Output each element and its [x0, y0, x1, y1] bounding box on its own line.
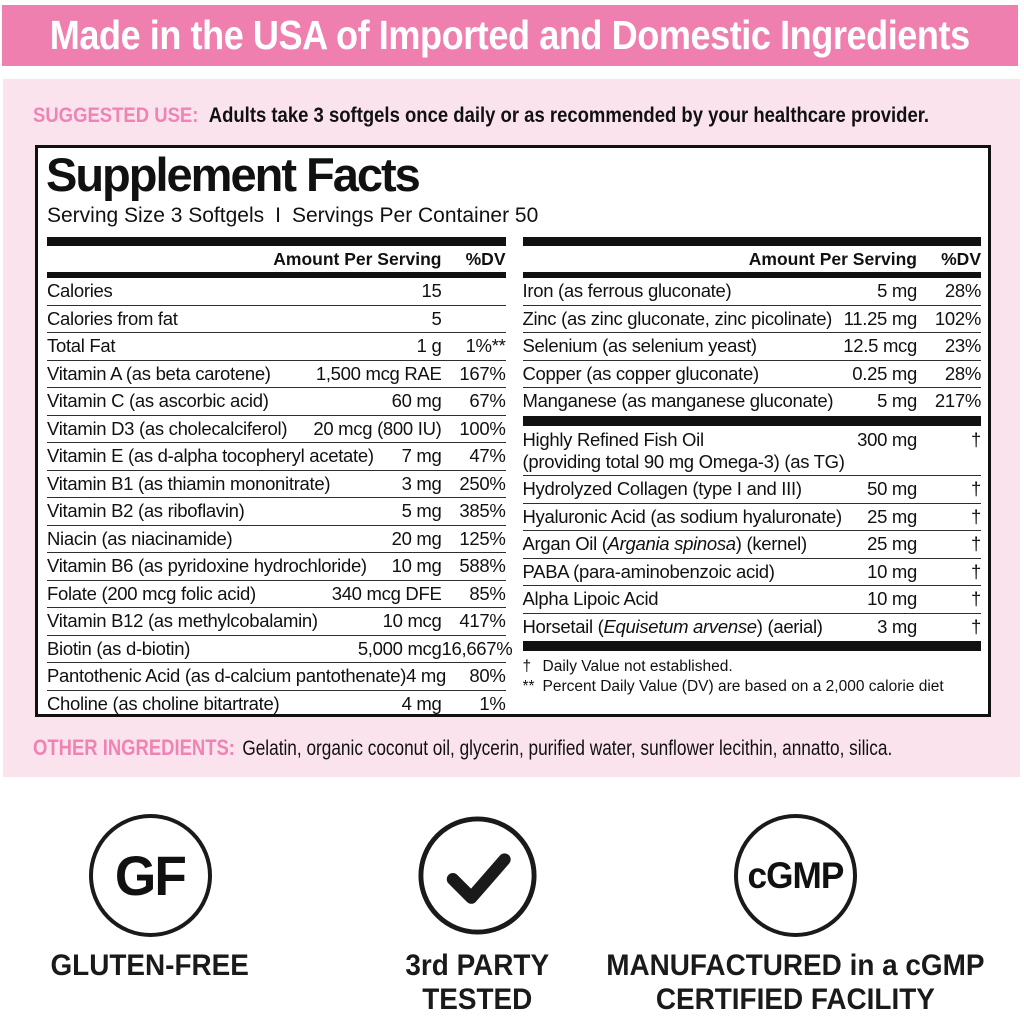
nutrient-row-line: [47, 555, 506, 577]
nutrient-row-line: [47, 308, 506, 330]
nutrient-amount: 340 mcg DFE: [331, 582, 442, 604]
banner-text: Made in the USA of Imported and Domestic Ingredients: [50, 12, 970, 58]
nutrient-amount: 50 mg: [867, 478, 917, 499]
footnote-line: [523, 657, 982, 677]
cgmp-icon-text: cGMP: [747, 854, 843, 896]
nutrient-name: Total Fat: [47, 335, 116, 356]
amount-header-label: Amount Per Serving: [748, 249, 917, 269]
nutrient-dv: 588%: [459, 555, 506, 576]
nutrient-name: Copper (as copper gluconate): [522, 362, 759, 384]
divider-bar-top: [47, 237, 506, 246]
third-party-tested-badge: [357, 814, 597, 1016]
nutrient-dv: †: [971, 478, 981, 499]
nutrient-row: [47, 497, 506, 525]
nutrient-row-line: [523, 533, 982, 555]
nutrient-row: [47, 662, 506, 690]
nutrient-amount: 10 mg: [867, 588, 917, 609]
nutrient-row-line: [523, 363, 982, 385]
nutrient-amount: 300 mg: [857, 428, 917, 450]
nutrient-name: Calories: [47, 280, 113, 301]
nutrient-row-line: [523, 616, 982, 638]
nutrient-dv: †: [971, 560, 981, 582]
nutrient-name: Alpha Lipoic Acid: [522, 588, 659, 609]
nutrient-amount: 5 mg: [877, 280, 917, 301]
nutrient-name-line2: (providing total 90 mg Omega-3) (as TG): [522, 450, 845, 472]
footnote-text: Daily Value not established.: [542, 658, 733, 675]
gf-icon-text: GF: [114, 844, 186, 907]
cgmp-icon: [734, 814, 857, 937]
nutrient-row: [523, 278, 982, 305]
nutrient-row-line: [47, 473, 506, 495]
servings-per-container: Servings Per Container 50: [291, 203, 539, 227]
nutrient-row: [47, 305, 506, 333]
nutrient-name: Vitamin B6 (as pyridoxine hydrochloride): [47, 555, 367, 576]
checkmark-icon: [416, 814, 539, 937]
nutrient-row-line: [47, 637, 513, 660]
nutrient-row: [47, 278, 506, 305]
nutrient-row: [47, 415, 506, 443]
nutrient-row: [47, 607, 506, 635]
nutrient-section: [523, 278, 982, 415]
facts-title: Supplement Facts: [46, 148, 419, 201]
nutrient-dv: †: [971, 505, 981, 527]
nutrient-row: [47, 332, 506, 360]
nutrient-row-line: [523, 280, 982, 302]
nutrient-dv: 102%: [934, 307, 981, 329]
footnote-text: Percent Daily Value (DV) are based on a 2,000 calorie diet: [542, 678, 944, 696]
nutrient-row-line: [47, 693, 506, 715]
nutrient-amount: 15: [421, 280, 442, 301]
nutrient-name: Vitamin B1 (as thiamin mononitrate): [47, 472, 331, 494]
nutrient-amount: 20 mg: [391, 527, 442, 549]
nutrient-name: Zinc (as zinc gluconate, zinc picolinate): [522, 307, 833, 329]
nutrient-name: Choline (as choline bitartrate): [47, 692, 280, 714]
suggested-use-line: [33, 103, 929, 128]
nutrient-row: [47, 635, 513, 663]
nutrient-row: [47, 470, 506, 498]
dv-header-label: %DV: [941, 249, 981, 269]
nutrient-row: [523, 360, 982, 388]
nutrient-dv: 85%: [469, 582, 506, 604]
nutrient-dv: 385%: [459, 500, 506, 521]
nutrient-dv: 80%: [469, 665, 506, 686]
nutrient-dv: 167%: [459, 362, 506, 384]
nutrient-row: [47, 525, 506, 553]
gluten-free-badge: [30, 814, 270, 983]
nutrient-row-line: [47, 335, 506, 357]
serving-size-line: [47, 204, 988, 228]
nutrient-row: [523, 585, 982, 613]
certification-badges: [0, 814, 1024, 1020]
nutrient-row: [523, 305, 982, 333]
nutrient-name: Niacin (as niacinamide): [47, 527, 233, 549]
nutrient-name: Vitamin E (as d-alpha tocopheryl acetate): [47, 445, 374, 466]
nutrient-name: Highly Refined Fish Oil: [522, 428, 704, 450]
nutrient-name: Iron (as ferrous gluconate): [522, 280, 732, 301]
nutrient-row-line: [523, 506, 982, 528]
nutrient-row-line: [47, 418, 506, 440]
suggested-use-text: Adults take 3 softgels once daily or as recommended by your healthcare provider.: [208, 103, 930, 127]
footnote-mark: **: [522, 678, 535, 696]
section-divider-bar: [523, 416, 982, 426]
nutrient-name: Vitamin B2 (as riboflavin): [47, 500, 245, 521]
nutrient-name: Hydrolyzed Collagen (type I and III): [522, 478, 802, 499]
nutrient-amount: 10 mg: [391, 555, 442, 576]
nutrient-row: [47, 552, 506, 580]
nutrient-row: [523, 475, 982, 503]
divider-bar-top: [523, 237, 982, 246]
nutrient-amount: 4 mg: [401, 692, 442, 714]
nutrient-row: [523, 387, 982, 415]
nutrient-section: [47, 278, 513, 717]
made-in-usa-banner: [2, 5, 1018, 66]
nutrient-row-line: [523, 588, 982, 610]
nutrient-dv: 23%: [944, 335, 981, 356]
nutrient-dv: 1%: [479, 692, 506, 714]
nutrient-name: Folate (200 mcg folic acid): [47, 582, 256, 604]
cgmp-badge: [605, 814, 985, 1016]
nutrient-section: [523, 427, 982, 641]
nutrient-row-line: [47, 528, 506, 550]
other-ingredients-line: [33, 735, 892, 761]
nutrient-row-line: [47, 583, 506, 605]
amount-per-serving-header: [47, 247, 506, 272]
nutrient-dv: 417%: [459, 610, 506, 631]
other-ingredients-text: Gelatin, organic coconut oil, glycerin, purified water, sunflower lecithin, annatto, silica.: [242, 737, 893, 760]
facts-columns: [47, 237, 981, 714]
nutrient-amount: 3 mg: [401, 472, 442, 494]
nutrient-row-line: [47, 445, 506, 467]
third-party-label: 3rd PARTY TESTED: [405, 949, 549, 1016]
nutrient-name: Biotin (as d-biotin): [47, 637, 191, 659]
serving-separator: I: [275, 203, 281, 227]
amount-per-serving-header: [523, 247, 982, 272]
section-divider-bar: [523, 641, 982, 651]
nutrient-row: [47, 580, 506, 608]
nutrient-amount: 0.25 mg: [852, 362, 917, 384]
nutrient-name: Calories from fat: [47, 307, 178, 329]
footnote-mark: †: [522, 658, 532, 675]
nutrient-dv: †: [971, 615, 981, 637]
nutrient-amount: 5 mg: [877, 390, 917, 411]
nutrient-row-line: [523, 429, 982, 451]
suggested-use-label: SUGGESTED USE:: [33, 103, 199, 127]
nutrient-name: Vitamin B12 (as methylcobalamin): [47, 610, 318, 631]
dv-header-label: %DV: [465, 249, 506, 269]
nutrient-row: [523, 427, 982, 476]
nutrient-name: Manganese (as manganese gluconate): [522, 390, 834, 411]
nutrient-amount: 10 mcg: [382, 610, 442, 631]
nutrient-row-line: [523, 478, 982, 500]
nutrient-dv: †: [971, 588, 981, 609]
nutrient-row-line: [523, 308, 982, 330]
nutrient-dv: †: [971, 428, 981, 450]
nutrient-amount: 5 mg: [401, 500, 442, 521]
nutrient-dv: 217%: [934, 390, 981, 411]
nutrient-row: [47, 360, 506, 388]
gluten-free-label: GLUTEN-FREE: [50, 949, 250, 982]
other-ingredients-label: OTHER INGREDIENTS:: [33, 735, 235, 760]
nutrient-amount: 1 g: [416, 335, 442, 356]
nutrient-amount: 11.25 mg: [843, 307, 917, 329]
nutrient-amount: 1,500 mcg RAE: [315, 362, 442, 384]
footnotes: [523, 657, 982, 697]
supplement-facts-panel: [35, 145, 991, 717]
nutrient-name: Argan Oil (Argania spinosa) (kernel): [522, 533, 807, 554]
nutrient-name: Horsetail (Equisetum arvense) (aerial): [522, 615, 823, 637]
nutrient-row-line: [47, 610, 506, 632]
nutrient-row-line: [523, 335, 982, 357]
nutrient-dv: 47%: [469, 445, 506, 466]
nutrient-amount: 3 mg: [877, 615, 917, 637]
nutrient-row-line: [523, 390, 982, 412]
nutrient-row: [523, 530, 982, 558]
nutrient-amount: 4 mg: [406, 665, 447, 686]
footnote-line: [523, 677, 982, 697]
nutrient-amount: 10 mg: [867, 560, 917, 582]
nutrient-amount: 20 mcg (800 IU): [313, 417, 442, 439]
nutrient-dv: 250%: [459, 472, 506, 494]
amount-header-label: Amount Per Serving: [273, 249, 442, 269]
nutrient-row-line: [47, 363, 506, 385]
nutrient-dv: 125%: [459, 527, 506, 549]
facts-column-left: [47, 237, 513, 714]
nutrient-name: Vitamin D3 (as cholecalciferol): [47, 417, 288, 439]
nutrient-dv: 67%: [469, 390, 506, 411]
nutrient-dv: †: [971, 533, 981, 554]
nutrient-row: [47, 690, 506, 718]
nutrient-amount: 5: [431, 307, 442, 329]
nutrient-row-line: [47, 390, 506, 412]
nutrient-dv: 16,667%: [441, 637, 513, 659]
cgmp-label: MANUFACTURED in a cGMP CERTIFIED FACILITY: [605, 949, 985, 1016]
nutrient-name: Vitamin C (as ascorbic acid): [47, 390, 269, 411]
facts-column-right: [523, 237, 982, 709]
nutrient-row: [47, 442, 506, 470]
nutrient-row: [523, 503, 982, 531]
nutrient-dv: 100%: [459, 417, 506, 439]
nutrient-amount: 60 mg: [391, 390, 442, 411]
nutrient-amount: 7 mg: [401, 445, 442, 466]
nutrient-row: [523, 558, 982, 586]
nutrient-dv: 28%: [944, 362, 981, 384]
nutrient-name: PABA (para-aminobenzoic acid): [522, 560, 775, 582]
nutrient-row-line: [523, 561, 982, 583]
nutrient-row-line: [47, 280, 506, 302]
nutrient-row: [523, 332, 982, 360]
nutrient-name: Vitamin A (as beta carotene): [47, 362, 271, 384]
gf-icon: [89, 814, 212, 937]
nutrient-row-line: [47, 500, 506, 522]
nutrient-dv: 1%**: [465, 335, 506, 356]
nutrient-dv: 28%: [944, 280, 981, 301]
nutrient-amount: 25 mg: [867, 505, 917, 527]
label-section: [3, 79, 1020, 777]
nutrient-name: Pantothenic Acid (as d-calcium pantothenate): [47, 665, 407, 686]
nutrient-name: Selenium (as selenium yeast): [522, 335, 757, 356]
nutrient-row: [523, 613, 982, 641]
nutrient-name: Hyaluronic Acid (as sodium hyaluronate): [522, 505, 842, 527]
nutrient-amount: 5,000 mcg: [357, 637, 442, 659]
nutrient-amount: 12.5 mcg: [843, 335, 917, 356]
serving-size: Serving Size 3 Softgels: [47, 203, 265, 227]
nutrient-row-line: [47, 665, 506, 687]
nutrient-amount: 25 mg: [867, 533, 917, 554]
nutrient-row: [47, 387, 506, 415]
